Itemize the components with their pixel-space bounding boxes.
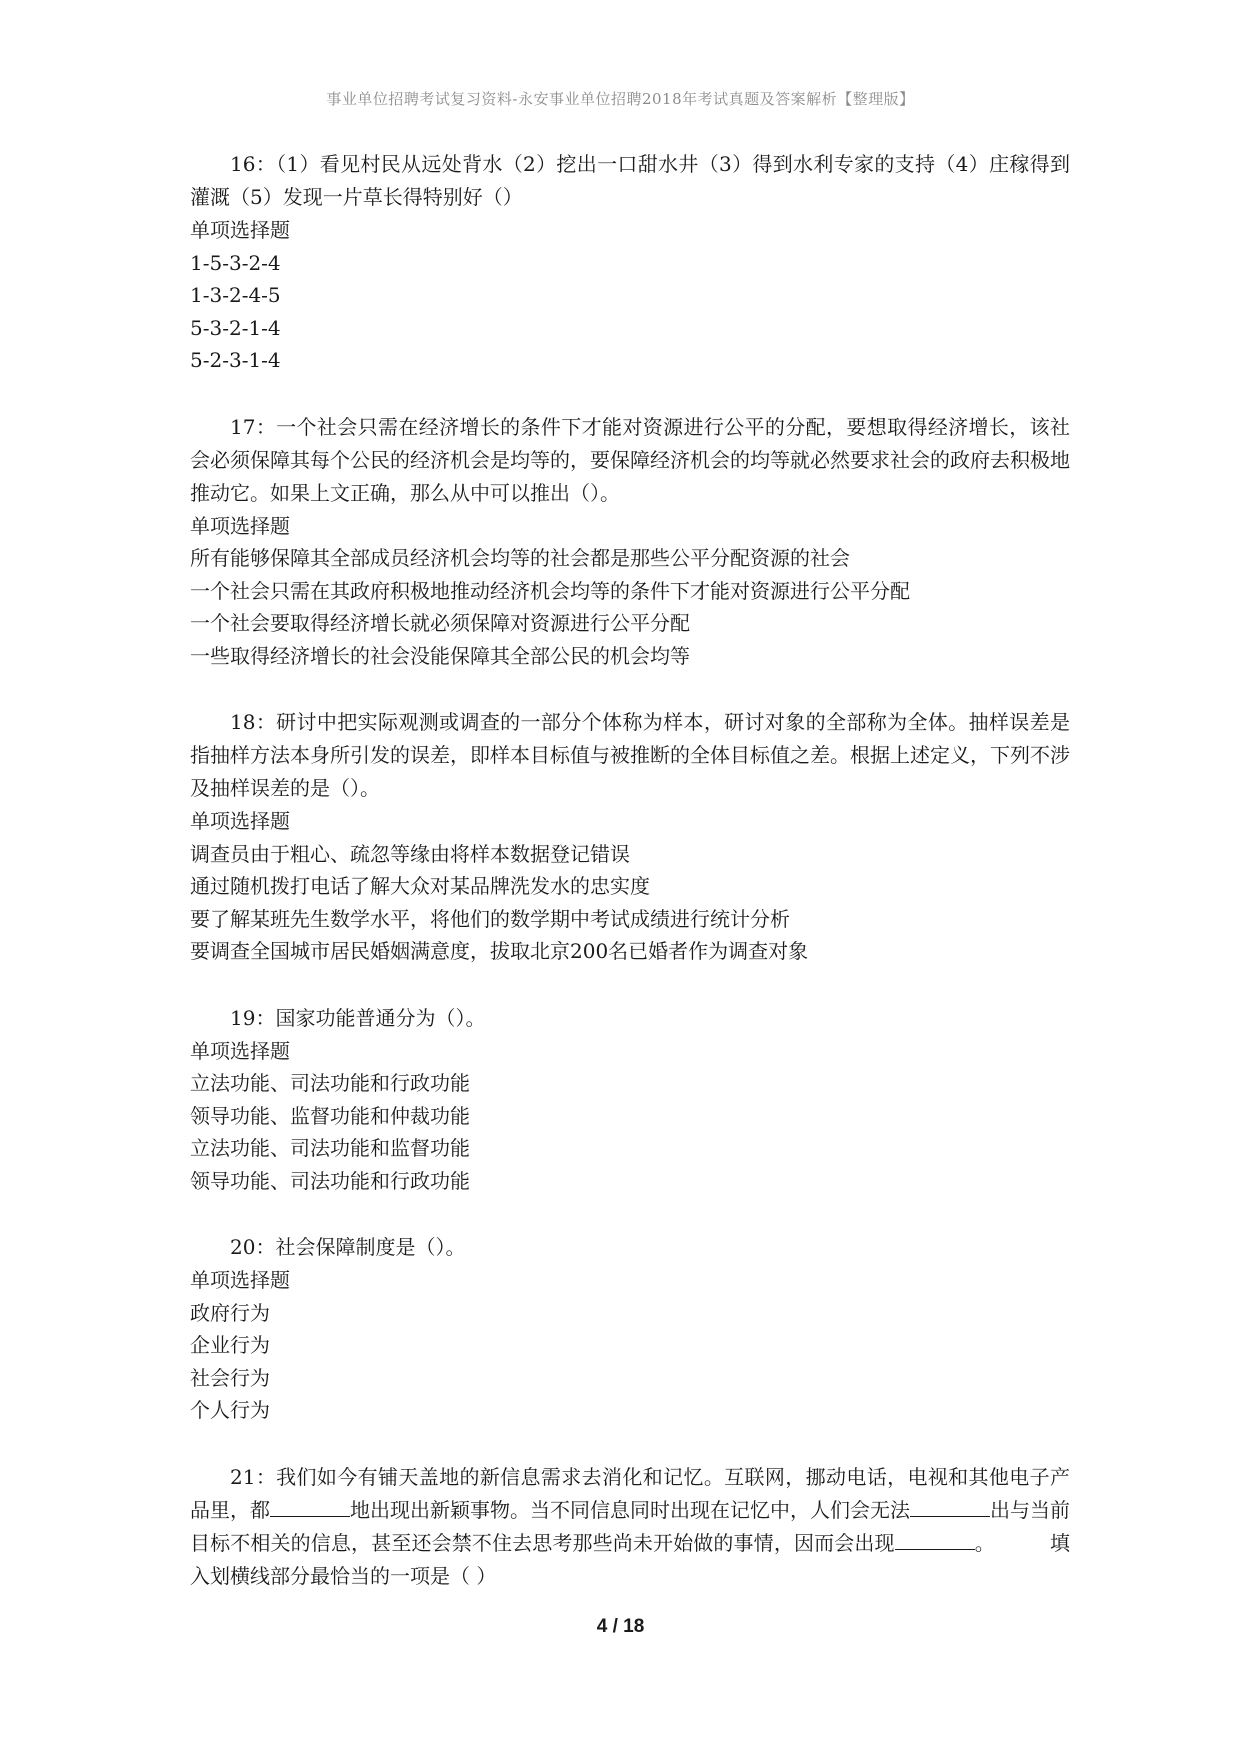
option-a: 所有能够保障其全部成员经济机会均等的社会都是那些公平分配资源的社会 <box>190 546 850 570</box>
question-type: 单项选择题 <box>190 1038 290 1063</box>
stem-part-2: 地出现出新颖事物。当不同信息同时出现在记忆中，人们会无法 <box>350 1497 910 1522</box>
option-d: 5-2-3-1-4 <box>190 348 281 372</box>
fill-blank-2 <box>910 1515 990 1517</box>
fill-blank-3 <box>895 1548 975 1550</box>
option-b: 1-3-2-4-5 <box>190 283 281 307</box>
question-20 <box>190 1231 1070 1427</box>
question-type: 单项选择题 <box>190 218 290 242</box>
question-stem: 16：（1）看见村民从远处背水（2）挖出一口甜水井（3）得到水利专家的支持（4）庄稼得到灌溉（5）发现一片草长得特别好（） <box>190 152 1070 209</box>
question-stem <box>190 1461 1070 1593</box>
option-b: 领导功能、监督功能和仲裁功能 <box>190 1103 470 1128</box>
option-b: 企业行为 <box>190 1333 270 1357</box>
option-c: 社会行为 <box>190 1365 270 1390</box>
question-21 <box>190 1461 1070 1593</box>
question-18 <box>190 706 1070 968</box>
option-c: 5-3-2-1-4 <box>190 315 281 340</box>
question-19 <box>190 1002 1070 1198</box>
question-type: 单项选择题 <box>190 513 290 538</box>
stem-part-4: 。 <box>974 1530 995 1555</box>
stem-part-5: 填入划横线部分最恰当的一项是（ ） <box>190 1530 1071 1588</box>
option-c: 一个社会要取得经济增长就必须保障对资源进行公平分配 <box>190 611 690 635</box>
option-d: 要调查全国城市居民婚姻满意度，拔取北京200名已婚者作为调查对象 <box>190 939 809 963</box>
fill-blank-1 <box>270 1515 350 1517</box>
option-a: 1-5-3-2-4 <box>190 250 281 275</box>
option-a: 立法功能、司法功能和行政功能 <box>190 1071 470 1095</box>
document-header: 事业单位招聘考试复习资料-永安事业单位招聘2018年考试真题及答案解析【整理版】 <box>326 90 915 108</box>
page-number: 4 / 18 <box>596 1616 645 1637</box>
stem-part-3: 出与当前目标不相关的信息，甚至还会禁不住去思考那些尚未开始做的事情，因而会出现 <box>190 1497 1070 1555</box>
option-b: 通过随机拨打电话了解大众对某品牌洗发水的忠实度 <box>190 874 650 898</box>
question-stem: 18：研讨中把实际观测或调查的一部分个体称为样本，研讨对象的全部称为全体。抽样误差是指抽样方法本身所引发的误差，即样本目标值与被推断的全体目标值之差。根据上述定义，下列不涉及抽样误差的是（）。 <box>190 710 1070 800</box>
option-a: 政府行为 <box>190 1300 270 1325</box>
question-type: 单项选择题 <box>190 1268 290 1292</box>
option-d: 领导功能、司法功能和行政功能 <box>190 1168 470 1193</box>
document-body <box>190 148 1070 1627</box>
question-16 <box>190 148 1070 377</box>
option-d: 一些取得经济增长的社会没能保障其全部公民的机会均等 <box>190 643 690 668</box>
stem-part-1: 21：我们如今有铺天盖地的新信息需求去消化和记忆。互联网，挪动电话，电视和其他电子产品里，都 <box>190 1464 1070 1522</box>
option-d: 个人行为 <box>190 1398 270 1422</box>
option-c: 立法功能、司法功能和监督功能 <box>190 1136 470 1160</box>
question-stem: 17：一个社会只需在经济增长的条件下才能对资源进行公平的分配，要想取得经济增长，该社会必须保障其每个公民的经济机会是均等的，要保障经济机会的均等就必然要求社会的政府去积极地推动它。如果上文正确，那么从中可以推出（）。 <box>190 414 1070 505</box>
option-c: 要了解某班先生数学水平，将他们的数学期中考试成绩进行统计分析 <box>190 906 790 931</box>
question-type: 单项选择题 <box>190 809 290 833</box>
question-17 <box>190 411 1070 673</box>
question-stem: 20：社会保障制度是（）。 <box>230 1235 466 1259</box>
option-a: 调查员由于粗心、疏忽等缘由将样本数据登记错误 <box>190 841 630 866</box>
question-stem: 19：国家功能普通分为（）。 <box>230 1005 486 1030</box>
option-b: 一个社会只需在其政府积极地推动经济机会均等的条件下才能对资源进行公平分配 <box>190 578 910 603</box>
